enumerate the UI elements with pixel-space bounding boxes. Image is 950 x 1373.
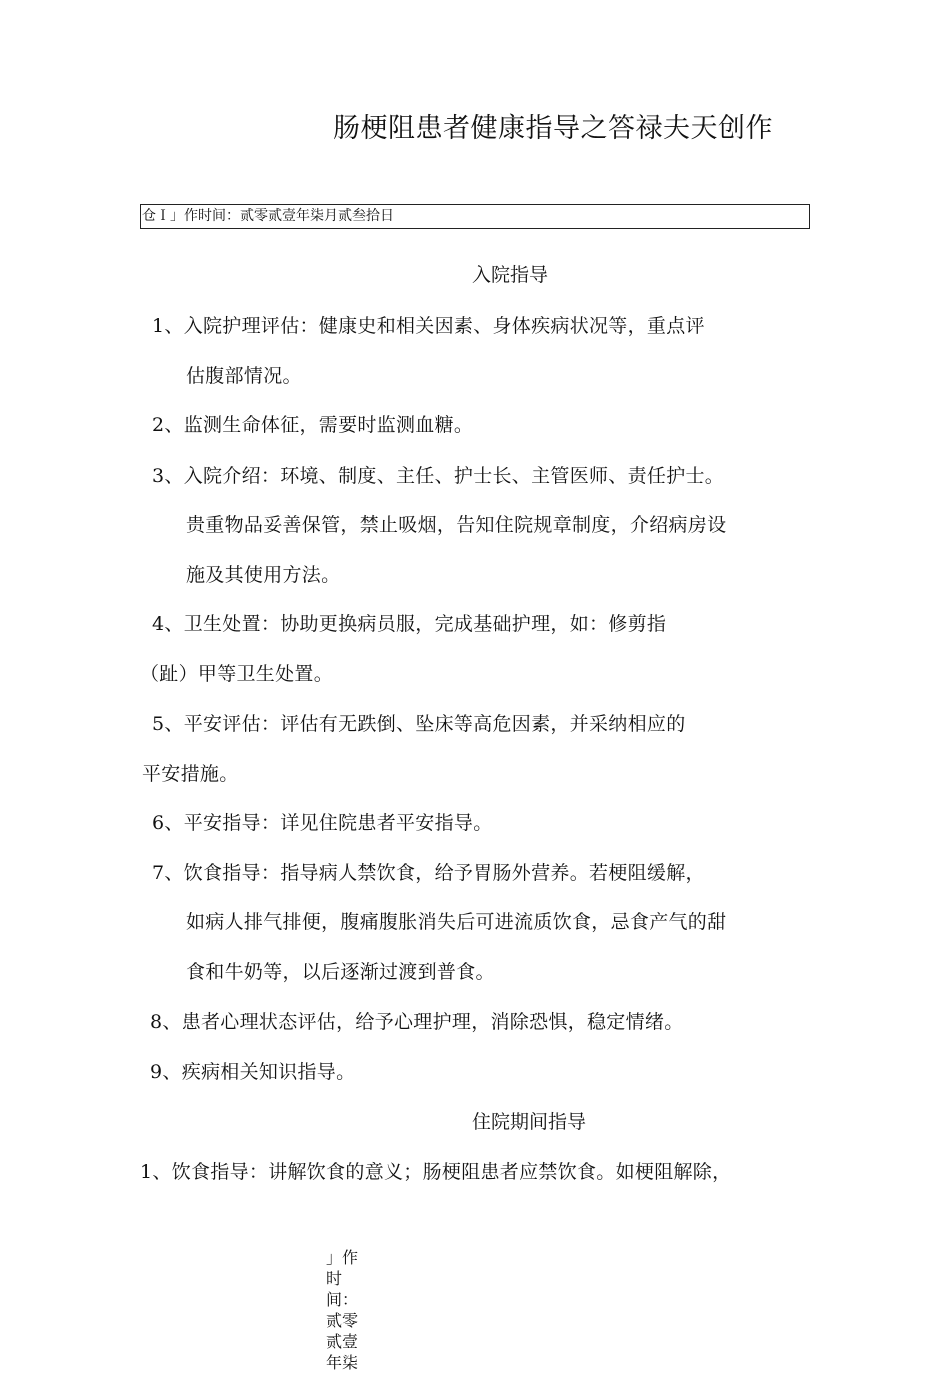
admission-line-4: 3、入院介绍：环境、制度、主任、护士长、主管医师、责任护士。 [152, 465, 725, 487]
hospitalization-line-1: 1、饮食指导：讲解饮食的意义；肠梗阻患者应禁饮食。如梗阻解除， [140, 1161, 732, 1183]
document-title: 肠梗阻患者健康指导之答禄夫天创作 [333, 113, 773, 144]
admission-line-15: 8、患者心理状态评估，给予心理护理，消除恐惧，稳定情绪。 [150, 1011, 684, 1033]
admission-line-10: 平安措施。 [142, 763, 239, 785]
admission-line-8: （趾）甲等卫生处置。 [140, 663, 334, 685]
admission-line-13: 如病人排气排便，腹痛腹胀消失后可进流质饮食，忌食产气的甜 [186, 911, 727, 933]
admission-line-9: 5、平安评估：评估有无跌倒、坠床等高危因素，并采纳相应的 [152, 713, 686, 735]
admission-line-6: 施及其使用方法。 [186, 564, 341, 586]
admission-line-1: 1、入院护理评估：健康史和相关因素、身体疾病状况等，重点评 [152, 315, 705, 337]
section-heading-hospitalization: 住院期间指导 [472, 1111, 587, 1133]
admission-line-16: 9、疾病相关知识指导。 [150, 1061, 356, 1083]
section-heading-admission: 入院指导 [472, 264, 549, 286]
footer-work-time-fragment: 」作时间：贰零贰壹年柒 [326, 1248, 359, 1372]
admission-line-7: 4、卫生处置：协助更换病员服，完成基础护理，如：修剪指 [152, 613, 667, 635]
admission-line-11: 6、平安指导：详见住院患者平安指导。 [152, 812, 493, 834]
admission-line-5: 贵重物品妥善保管，禁止吸烟，告知住院规章制度，介绍病房设 [186, 514, 727, 536]
admission-line-14: 食和牛奶等，以后逐渐过渡到普食。 [186, 961, 495, 983]
admission-line-2: 估腹部情况。 [186, 365, 302, 387]
admission-line-3: 2、监测生命体征，需要时监测血糖。 [152, 414, 474, 436]
admission-line-12: 7、饮食指导：指导病人禁饮食，给予胃肠外营养。若梗阻缓解， [152, 862, 705, 884]
work-time-box: 仓Ｉ」作时间：贰零贰壹年柒月贰叁拾日 [140, 204, 810, 229]
